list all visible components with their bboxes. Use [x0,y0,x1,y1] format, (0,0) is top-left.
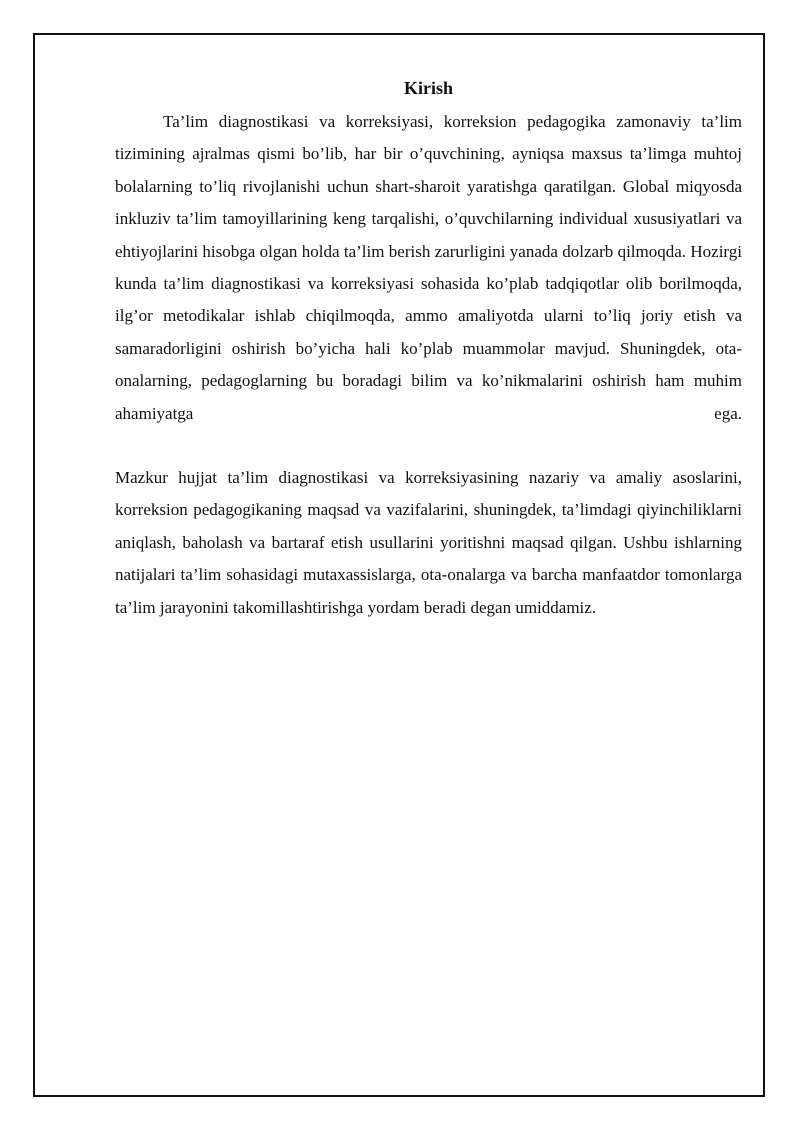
paragraph-purpose: Mazkur hujjat ta’lim diagnostikasi va korreksiyasining nazariy va amaliy asoslarini, korreksion pedagogikaning maqsad va vazifalarini, shuningdek, ta’limdagi qiyinchiliklarni aniqlash, baholash va bartaraf etish usullarini yoritishni maqsad qilgan. Ushbu ishlarning natijalari ta’lim sohasidagi mutaxassislarga, ota-onalarga va barcha manfaatdor tomonlarga ta’lim jarayonini takomillashtirishga yordam beradi degan umiddamiz. [115,468,742,617]
document-body [115,76,742,624]
page-title: Kirish [403,78,453,98]
paragraph-intro: Ta’lim diagnostikasi va korreksiyasi, korreksion pedagogika zamonaviy ta’lim tizimining ajralmas qismi bo’lib, har bir o’quvchining, ayniqsa maxsus ta’limga muhtoj bolalarning to’liq rivojlanishi uchun shart-sharoit yaratishga qaratilgan. Global miqyosda inkluziv ta’lim tamoyillarining keng tarqalishi, o’quvchilarning individual xususiyatlari va ehtiyojlarini hisobga olgan holda ta’lim berish zarurligini yanada dolzarb qilmoqda. Hozirgi kunda ta’lim diagnostikasi va korreksiyasi sohasida ko’plab tadqiqotlar olib borilmoqda, ilg’or metodikalar ishlab chiqilmoqda, ammo amaliyotda ularni to’liq joriy etish va samaradorligini oshirish bo’yicha hali ko’plab muammolar mavjud. Shuningdek, ota-onalarning, pedagoglarning bu boradagi bilim va ko’nikmalarini oshirish ham muhim ahamiyatga ega. [115,112,742,423]
